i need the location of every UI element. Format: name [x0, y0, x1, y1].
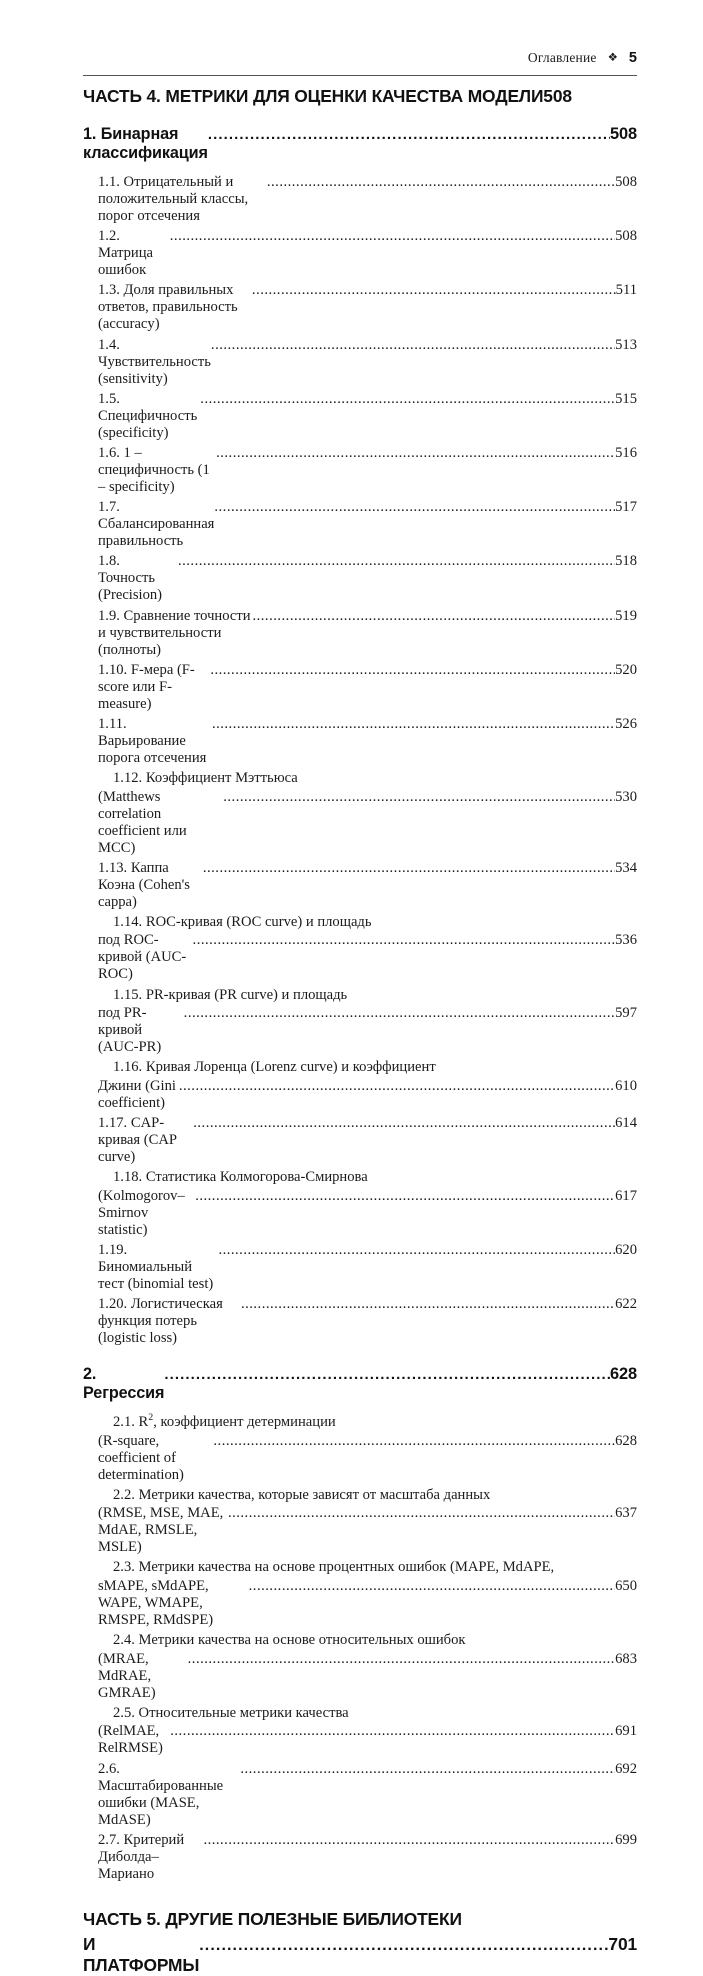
toc-entry-page: 536 — [615, 932, 637, 949]
toc-entry-label: 2.7. Критерий Диболда–Мариано — [98, 1831, 188, 1882]
toc-entry-label: 1.1. Отрицательный и положительный классы, порог отсечения — [98, 174, 252, 224]
dot-leader — [203, 860, 615, 877]
part-heading-4[interactable] — [83, 86, 637, 107]
toc-entry[interactable] — [83, 1632, 637, 1702]
toc-entry-label: 1.3. Доля правильных ответов, правильность (accuracy) — [98, 282, 242, 333]
toc-entry-label: 1.5. Специфичность (specificity) — [98, 390, 201, 441]
dot-leader — [252, 282, 616, 299]
toc-entry-page: 511 — [615, 282, 637, 299]
section-heading-2[interactable] — [83, 1365, 637, 1403]
toc-entry-label: 1.20. Логистическая функция потерь (logistic loss) — [98, 1296, 227, 1347]
section-heading-2-label: 2. Регрессия — [83, 1365, 165, 1403]
toc-entry-label: 1.14. ROC-кривая (ROC curve) и площадь — [113, 913, 372, 930]
entry-list-section-1 — [83, 174, 637, 1347]
toc-entry[interactable] — [83, 860, 637, 911]
dot-leader — [170, 228, 615, 245]
toc-entry-label: 1.19. Биномиальный тест (binomial test) — [98, 1241, 217, 1292]
toc-entry[interactable] — [83, 1296, 637, 1347]
dot-leader — [208, 125, 610, 144]
toc-entry-page: 516 — [615, 444, 637, 461]
dot-leader — [213, 1433, 615, 1450]
dot-leader — [211, 337, 615, 354]
toc-entry[interactable] — [83, 1115, 637, 1166]
dot-leader — [216, 445, 615, 462]
toc-entry-label: 1.9. Сравнение точности и чувствительности (полноты) — [98, 607, 255, 658]
toc-entry-page: 692 — [615, 1760, 637, 1777]
dot-leader — [170, 1723, 615, 1740]
part-heading-4-page: 508 — [543, 86, 572, 106]
toc-entry-page: 691 — [615, 1723, 637, 1740]
superscript-two: 2 — [148, 1412, 154, 1424]
dot-leader — [193, 932, 616, 949]
toc-entry[interactable] — [83, 608, 637, 659]
toc-entry[interactable] — [83, 1832, 637, 1883]
toc-entry[interactable] — [83, 499, 637, 550]
part-heading-5-label-cont: И ПЛАТФОРМЫ — [83, 1933, 204, 1975]
dot-leader — [203, 1832, 615, 1849]
toc-entry[interactable] — [83, 914, 637, 984]
toc-entry-page: 628 — [615, 1432, 637, 1449]
toc-entry[interactable] — [83, 282, 637, 333]
toc-entry[interactable] — [83, 1414, 637, 1484]
toc-entry-label: 1.10. F-мера (F-score или F-measure) — [98, 661, 195, 712]
part-heading-5-label: ЧАСТЬ 5. ДРУГИЕ ПОЛЕЗНЫЕ БИБЛИОТЕКИ — [83, 1908, 462, 1929]
toc-entry-label-cont: sMAPE, sMdAPE, WAPE, WMAPE, RMSPE, RMdSPE) — [98, 1577, 214, 1628]
toc-entry-label: 1.12. Коэффициент Мэттьюса — [113, 770, 298, 787]
toc-entry-label: 1.17. CAP-кривая (CAP curve) — [98, 1115, 181, 1165]
dot-leader — [252, 608, 615, 625]
toc-entry-label: 1.2. Матрица ошибок — [98, 228, 157, 279]
toc-entry-label: 2.6. Масштабированные ошибки (MASE, MdASE) — [98, 1760, 227, 1828]
part-heading-5[interactable] — [83, 1909, 637, 1976]
toc-entry[interactable] — [83, 1487, 637, 1557]
toc-entry-label: 2.2. Метрики качества, которые зависят от масштаба данных — [113, 1486, 491, 1503]
toc-entry[interactable] — [83, 1705, 637, 1758]
part-heading-4-label: ЧАСТЬ 4. МЕТРИКИ ДЛЯ ОЦЕНКИ КАЧЕСТВА МОДЕЛИ — [83, 86, 544, 106]
toc-entry-label: 2.1. $R^2$, коэффициент детерминации — [113, 1412, 336, 1431]
running-head-page-number: 5 — [628, 50, 637, 66]
dot-leader — [199, 1934, 608, 1955]
toc-entry-page: 518 — [615, 553, 637, 570]
dot-leader — [164, 1365, 610, 1384]
toc-entry-label: 2.3. Метрики качества на основе процентных ошибок (MAPE, MdAPE, — [113, 1559, 555, 1576]
toc-entry-label-cont: (Kolmogorov–Smirnov statistic) — [98, 1187, 185, 1238]
toc-entry-page: 513 — [615, 336, 637, 353]
dot-leader — [240, 1761, 615, 1778]
toc-entry[interactable] — [83, 1242, 637, 1293]
dot-leader — [179, 1078, 615, 1095]
toc-entry-label: 1.11. Варьирование порога отсечения — [98, 715, 207, 766]
toc-entry-label: 1.4. Чувствительность (sensitivity) — [98, 336, 215, 387]
toc-entry-label: 1.18. Статистика Колмогорова-Смирнова — [113, 1169, 368, 1186]
toc-entry-page: 597 — [615, 1005, 637, 1022]
dot-leader — [184, 1005, 615, 1022]
toc-entry-page: 622 — [615, 1296, 637, 1313]
toc-entry[interactable] — [83, 662, 637, 713]
toc-entry-page: 610 — [615, 1077, 637, 1094]
toc-entry-label: 1.6. 1 – специфичность (1 – specificity) — [98, 444, 214, 495]
toc-entry-page: 614 — [615, 1115, 637, 1131]
toc-entry[interactable] — [83, 987, 637, 1057]
toc-entry[interactable] — [83, 337, 637, 388]
toc-entry-page: 515 — [615, 390, 637, 407]
toc-entry[interactable] — [83, 1559, 637, 1629]
toc-entry-label-cont: (RelMAE, RelRMSE) — [98, 1723, 167, 1757]
section-heading-1[interactable] — [83, 125, 637, 163]
toc-entry[interactable] — [83, 1169, 637, 1239]
toc-entry-label-cont: (RMSE, MSE, MAE, MdAE, RMSLE, MSLE) — [98, 1505, 227, 1556]
toc-entry-page: 508 — [615, 228, 637, 245]
dot-leader — [200, 391, 615, 408]
toc-entry[interactable] — [83, 716, 637, 767]
running-head — [83, 50, 637, 66]
toc-entry-page: 517 — [615, 499, 637, 516]
toc-entry-page: 520 — [615, 661, 637, 678]
diamond-ornament-icon: ❖ — [607, 50, 618, 64]
toc-entry-label-cont: (MRAE, MdRAE, GMRAE) — [98, 1650, 160, 1701]
dot-leader — [249, 1578, 615, 1595]
dot-leader — [212, 716, 615, 733]
toc-entry[interactable] — [83, 1059, 637, 1112]
toc-entry-page: 683 — [615, 1650, 637, 1667]
dot-leader — [210, 662, 615, 679]
toc-entry[interactable] — [83, 228, 637, 279]
running-head-title: Оглавление — [527, 50, 597, 65]
header-divider — [83, 75, 637, 76]
toc-entry-page: 650 — [615, 1577, 637, 1594]
toc-entry-label: 1.8. Точность (Precision) — [98, 553, 163, 604]
toc-entry-page: 526 — [615, 715, 637, 732]
toc-entry-label: 1.13. Каппа Коэна (Cohen's cappa) — [98, 859, 194, 910]
toc-entry-label: 1.15. PR-кривая (PR curve) и площадь — [113, 986, 348, 1003]
toc-entry[interactable] — [83, 553, 637, 604]
entry-list-section-2 — [83, 1414, 637, 1883]
part-heading-5-page: 701 — [608, 1933, 637, 1954]
toc-entry-page: 620 — [615, 1241, 637, 1258]
toc-entry-label-cont: (R-square, coefficient of determination) — [98, 1432, 188, 1483]
section-heading-1-page: 508 — [609, 125, 637, 143]
toc-entry-page: 617 — [615, 1187, 637, 1204]
toc-entry[interactable] — [83, 770, 637, 857]
dot-leader — [178, 553, 615, 570]
toc-entry-page: 530 — [615, 788, 637, 805]
toc-entry-page: 508 — [615, 174, 637, 190]
toc-entry[interactable] — [83, 1761, 637, 1829]
dot-leader — [218, 1242, 615, 1259]
section-heading-1-label: 1. Бинарная классификация — [83, 125, 208, 162]
toc-entry-label-cont: Джини (Gini coefficient) — [98, 1077, 180, 1111]
toc-entry-label: 1.16. Кривая Лоренца (Lorenz curve) и коэффициент — [113, 1059, 436, 1076]
toc-entry-page: 637 — [615, 1505, 637, 1522]
dot-leader — [223, 789, 615, 806]
dot-leader — [228, 1505, 615, 1522]
dot-leader — [193, 1115, 615, 1132]
dot-leader — [195, 1188, 615, 1205]
dot-leader — [214, 499, 615, 516]
toc-entry-page: 519 — [615, 607, 637, 624]
toc-entry-label: 2.4. Метрики качества на основе относительных ошибок — [113, 1632, 466, 1649]
toc-entry-label-cont: (Matthews correlation coefficient или MCC) — [98, 788, 191, 856]
toc-entry-page: 699 — [615, 1831, 637, 1848]
toc-entry-page: 534 — [615, 859, 637, 876]
toc-entry[interactable] — [83, 445, 637, 496]
dot-leader — [188, 1651, 615, 1668]
toc-entry[interactable] — [83, 391, 637, 442]
table-of-contents — [83, 86, 637, 1976]
section-heading-2-page: 628 — [609, 1365, 637, 1384]
toc-entry-label-cont: под PR-кривой (AUC-PR) — [98, 1005, 165, 1056]
toc-entry-label-cont: под ROC-кривой (AUC-ROC) — [98, 932, 187, 983]
toc-entry-label: 1.7. Сбалансированная правильность — [98, 499, 219, 550]
dot-leader — [241, 1296, 615, 1313]
toc-entry-label: 2.5. Относительные метрики качества — [113, 1704, 349, 1721]
toc-entry[interactable] — [83, 174, 637, 225]
dot-leader — [267, 174, 615, 191]
